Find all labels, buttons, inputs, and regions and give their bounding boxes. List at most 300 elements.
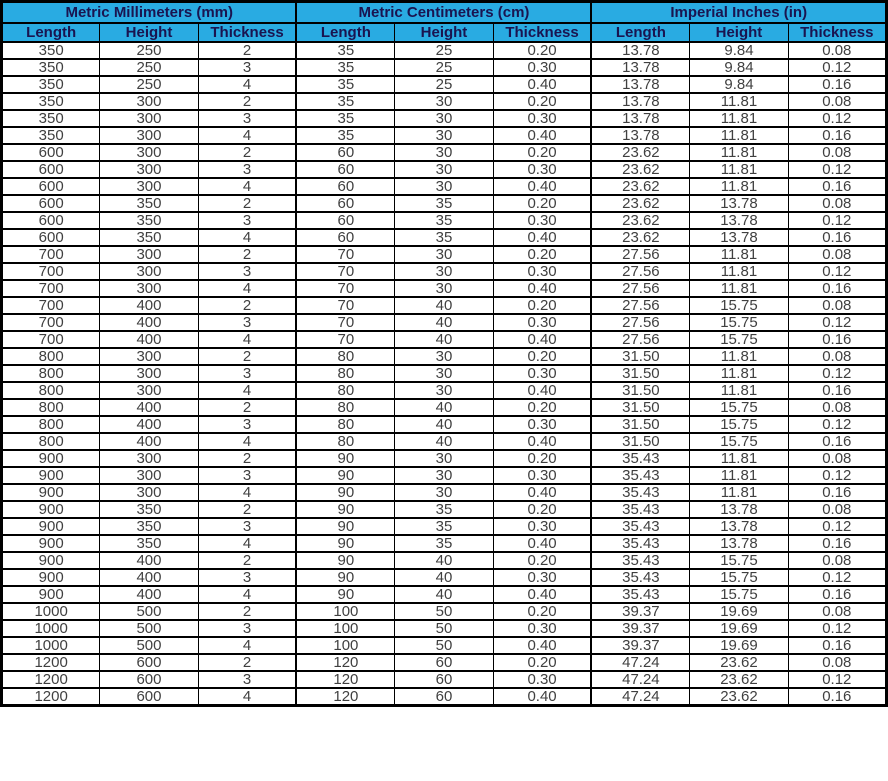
table-cell: 27.56	[591, 331, 689, 348]
table-cell: 40	[395, 416, 493, 433]
table-row	[2, 484, 887, 501]
table-cell: 0.08	[788, 603, 886, 620]
table-cell: 4	[198, 433, 296, 450]
table-cell: 90	[296, 450, 394, 467]
table-cell: 2	[198, 297, 296, 314]
table-cell: 0.12	[788, 161, 886, 178]
column-header-cm-thickness: Thickness	[493, 23, 591, 42]
table-cell: 13.78	[690, 195, 788, 212]
table-cell: 800	[2, 348, 100, 365]
table-cell: 350	[100, 229, 198, 246]
table-cell: 350	[2, 93, 100, 110]
column-header-mm-height: Height	[100, 23, 198, 42]
table-cell: 0.12	[788, 110, 886, 127]
column-header-in-thickness: Thickness	[788, 23, 886, 42]
table-cell: 0.30	[493, 161, 591, 178]
table-cell: 0.30	[493, 518, 591, 535]
table-cell: 11.81	[690, 263, 788, 280]
table-cell: 80	[296, 399, 394, 416]
table-cell: 0.12	[788, 416, 886, 433]
table-cell: 0.16	[788, 637, 886, 654]
table-cell: 0.40	[493, 178, 591, 195]
table-cell: 400	[100, 569, 198, 586]
table-cell: 300	[100, 93, 198, 110]
table-row	[2, 501, 887, 518]
table-cell: 2	[198, 501, 296, 518]
table-cell: 3	[198, 518, 296, 535]
table-cell: 0.40	[493, 76, 591, 93]
table-row	[2, 433, 887, 450]
table-row	[2, 382, 887, 399]
table-cell: 23.62	[690, 654, 788, 671]
table-cell: 9.84	[690, 59, 788, 76]
table-cell: 11.81	[690, 365, 788, 382]
table-cell: 13.78	[591, 127, 689, 144]
table-cell: 60	[395, 688, 493, 706]
table-cell: 30	[395, 246, 493, 263]
table-cell: 15.75	[690, 416, 788, 433]
table-cell: 0.08	[788, 654, 886, 671]
table-cell: 11.81	[690, 382, 788, 399]
table-cell: 4	[198, 331, 296, 348]
table-cell: 0.30	[493, 212, 591, 229]
table-cell: 300	[100, 348, 198, 365]
table-row	[2, 297, 887, 314]
table-cell: 50	[395, 637, 493, 654]
table-cell: 500	[100, 637, 198, 654]
table-cell: 23.62	[591, 161, 689, 178]
table-row	[2, 280, 887, 297]
table-cell: 0.30	[493, 263, 591, 280]
table-cell: 700	[2, 263, 100, 280]
table-cell: 4	[198, 637, 296, 654]
table-cell: 300	[100, 161, 198, 178]
table-cell: 35	[296, 42, 394, 59]
table-cell: 350	[2, 76, 100, 93]
table-cell: 400	[100, 552, 198, 569]
table-row	[2, 603, 887, 620]
table-cell: 13.78	[690, 518, 788, 535]
table-row	[2, 127, 887, 144]
group-title-row	[2, 2, 887, 24]
table-cell: 15.75	[690, 569, 788, 586]
table-cell: 4	[198, 484, 296, 501]
table-row	[2, 620, 887, 637]
table-cell: 900	[2, 484, 100, 501]
table-cell: 0.20	[493, 552, 591, 569]
table-cell: 11.81	[690, 348, 788, 365]
table-cell: 500	[100, 603, 198, 620]
table-cell: 13.78	[690, 501, 788, 518]
table-cell: 900	[2, 586, 100, 603]
table-cell: 35.43	[591, 535, 689, 552]
table-cell: 0.20	[493, 348, 591, 365]
group-title-cm: Metric Centimeters (cm)	[296, 2, 591, 24]
table-cell: 900	[2, 552, 100, 569]
table-cell: 60	[296, 229, 394, 246]
table-cell: 11.81	[690, 178, 788, 195]
table-cell: 70	[296, 314, 394, 331]
table-cell: 11.81	[690, 467, 788, 484]
table-cell: 60	[296, 195, 394, 212]
table-cell: 0.08	[788, 297, 886, 314]
table-cell: 900	[2, 535, 100, 552]
table-cell: 400	[100, 433, 198, 450]
table-cell: 300	[100, 280, 198, 297]
table-cell: 0.16	[788, 76, 886, 93]
table-cell: 19.69	[690, 620, 788, 637]
table-cell: 250	[100, 59, 198, 76]
table-cell: 90	[296, 501, 394, 518]
table-cell: 30	[395, 127, 493, 144]
table-row	[2, 688, 887, 706]
table-cell: 300	[100, 178, 198, 195]
table-row	[2, 42, 887, 59]
table-cell: 25	[395, 59, 493, 76]
table-cell: 4	[198, 688, 296, 706]
table-cell: 0.30	[493, 416, 591, 433]
table-cell: 100	[296, 603, 394, 620]
table-row	[2, 246, 887, 263]
table-row	[2, 263, 887, 280]
table-cell: 300	[100, 467, 198, 484]
table-cell: 0.20	[493, 399, 591, 416]
table-cell: 35	[395, 501, 493, 518]
table-cell: 250	[100, 76, 198, 93]
table-cell: 4	[198, 535, 296, 552]
table-cell: 30	[395, 450, 493, 467]
table-cell: 11.81	[690, 93, 788, 110]
column-header-mm-length: Length	[2, 23, 100, 42]
table-cell: 35.43	[591, 501, 689, 518]
table-cell: 27.56	[591, 263, 689, 280]
table-cell: 500	[100, 620, 198, 637]
table-cell: 1200	[2, 654, 100, 671]
table-cell: 70	[296, 331, 394, 348]
table-cell: 0.20	[493, 654, 591, 671]
table-cell: 800	[2, 382, 100, 399]
table-cell: 70	[296, 280, 394, 297]
table-cell: 600	[100, 654, 198, 671]
table-cell: 300	[100, 110, 198, 127]
table-cell: 4	[198, 229, 296, 246]
table-cell: 35.43	[591, 569, 689, 586]
table-cell: 3	[198, 161, 296, 178]
table-cell: 700	[2, 314, 100, 331]
table-cell: 39.37	[591, 603, 689, 620]
table-cell: 1200	[2, 688, 100, 706]
table-cell: 400	[100, 331, 198, 348]
table-cell: 400	[100, 297, 198, 314]
table-cell: 13.78	[690, 535, 788, 552]
table-cell: 19.69	[690, 603, 788, 620]
table-cell: 3	[198, 365, 296, 382]
table-cell: 90	[296, 535, 394, 552]
table-cell: 1200	[2, 671, 100, 688]
table-cell: 47.24	[591, 654, 689, 671]
table-cell: 35.43	[591, 586, 689, 603]
table-cell: 23.62	[690, 688, 788, 706]
table-cell: 0.30	[493, 365, 591, 382]
table-cell: 60	[296, 178, 394, 195]
table-cell: 25	[395, 76, 493, 93]
table-cell: 30	[395, 144, 493, 161]
table-row	[2, 59, 887, 76]
table-cell: 40	[395, 399, 493, 416]
table-cell: 0.16	[788, 433, 886, 450]
table-cell: 23.62	[591, 144, 689, 161]
table-row	[2, 365, 887, 382]
table-row	[2, 586, 887, 603]
table-cell: 15.75	[690, 331, 788, 348]
table-cell: 100	[296, 620, 394, 637]
table-cell: 700	[2, 297, 100, 314]
table-cell: 30	[395, 467, 493, 484]
table-cell: 70	[296, 246, 394, 263]
table-cell: 900	[2, 467, 100, 484]
table-cell: 0.12	[788, 671, 886, 688]
column-header-in-height: Height	[690, 23, 788, 42]
table-cell: 15.75	[690, 433, 788, 450]
table-cell: 600	[100, 671, 198, 688]
table-cell: 30	[395, 161, 493, 178]
table-cell: 9.84	[690, 42, 788, 59]
table-cell: 0.20	[493, 93, 591, 110]
table-cell: 70	[296, 263, 394, 280]
table-cell: 3	[198, 416, 296, 433]
table-cell: 0.16	[788, 178, 886, 195]
table-cell: 2	[198, 144, 296, 161]
table-cell: 23.62	[591, 212, 689, 229]
table-cell: 120	[296, 671, 394, 688]
table-cell: 0.20	[493, 501, 591, 518]
table-row	[2, 569, 887, 586]
table-cell: 0.16	[788, 586, 886, 603]
table-row	[2, 518, 887, 535]
table-cell: 350	[100, 195, 198, 212]
table-cell: 0.12	[788, 314, 886, 331]
table-cell: 35.43	[591, 552, 689, 569]
table-cell: 80	[296, 433, 394, 450]
table-cell: 0.16	[788, 280, 886, 297]
table-cell: 1000	[2, 603, 100, 620]
table-cell: 4	[198, 382, 296, 399]
table-cell: 0.40	[493, 280, 591, 297]
table-cell: 27.56	[591, 314, 689, 331]
column-header-in-length: Length	[591, 23, 689, 42]
table-row	[2, 212, 887, 229]
table-cell: 0.40	[493, 331, 591, 348]
table-cell: 0.16	[788, 484, 886, 501]
table-cell: 39.37	[591, 637, 689, 654]
table-cell: 19.69	[690, 637, 788, 654]
table-cell: 31.50	[591, 365, 689, 382]
table-row	[2, 467, 887, 484]
table-cell: 50	[395, 620, 493, 637]
table-cell: 15.75	[690, 552, 788, 569]
table-row	[2, 654, 887, 671]
table-cell: 0.16	[788, 382, 886, 399]
table-row	[2, 671, 887, 688]
table-cell: 0.08	[788, 144, 886, 161]
table-cell: 15.75	[690, 314, 788, 331]
column-header-cm-length: Length	[296, 23, 394, 42]
table-cell: 11.81	[690, 484, 788, 501]
table-cell: 300	[100, 382, 198, 399]
table-cell: 3	[198, 59, 296, 76]
table-cell: 30	[395, 93, 493, 110]
table-cell: 0.12	[788, 365, 886, 382]
table-cell: 2	[198, 93, 296, 110]
table-cell: 0.12	[788, 518, 886, 535]
table-row	[2, 348, 887, 365]
table-cell: 2	[198, 246, 296, 263]
table-cell: 0.40	[493, 382, 591, 399]
table-cell: 35	[296, 76, 394, 93]
table-cell: 700	[2, 331, 100, 348]
table-cell: 0.08	[788, 195, 886, 212]
table-cell: 30	[395, 280, 493, 297]
table-cell: 13.78	[591, 76, 689, 93]
table-cell: 3	[198, 263, 296, 280]
table-cell: 90	[296, 467, 394, 484]
table-cell: 300	[100, 450, 198, 467]
table-cell: 700	[2, 246, 100, 263]
table-cell: 23.62	[591, 229, 689, 246]
table-cell: 15.75	[690, 586, 788, 603]
table-cell: 0.30	[493, 620, 591, 637]
table-cell: 0.30	[493, 314, 591, 331]
table-cell: 40	[395, 586, 493, 603]
column-header-row	[2, 23, 887, 42]
table-cell: 300	[100, 246, 198, 263]
table-cell: 27.56	[591, 297, 689, 314]
table-cell: 0.40	[493, 535, 591, 552]
table-cell: 40	[395, 433, 493, 450]
table-cell: 60	[296, 144, 394, 161]
table-cell: 2	[198, 552, 296, 569]
table-cell: 0.40	[493, 229, 591, 246]
table-row	[2, 93, 887, 110]
table-cell: 11.81	[690, 161, 788, 178]
table-cell: 35.43	[591, 450, 689, 467]
table-cell: 35	[296, 93, 394, 110]
table-cell: 0.16	[788, 688, 886, 706]
table-cell: 31.50	[591, 399, 689, 416]
table-cell: 400	[100, 399, 198, 416]
table-cell: 0.12	[788, 620, 886, 637]
table-cell: 11.81	[690, 127, 788, 144]
table-cell: 3	[198, 212, 296, 229]
table-row	[2, 110, 887, 127]
table-cell: 350	[100, 212, 198, 229]
table-cell: 50	[395, 603, 493, 620]
table-cell: 0.20	[493, 450, 591, 467]
table-cell: 600	[2, 161, 100, 178]
table-cell: 35.43	[591, 484, 689, 501]
table-cell: 3	[198, 314, 296, 331]
table-cell: 0.20	[493, 603, 591, 620]
table-cell: 13.78	[591, 42, 689, 59]
table-cell: 0.08	[788, 42, 886, 59]
table-cell: 300	[100, 127, 198, 144]
table-header	[2, 2, 887, 43]
table-cell: 0.40	[493, 688, 591, 706]
table-cell: 13.78	[591, 59, 689, 76]
table-cell: 4	[198, 76, 296, 93]
table-cell: 60	[296, 212, 394, 229]
table-cell: 13.78	[690, 229, 788, 246]
table-cell: 400	[100, 314, 198, 331]
table-cell: 2	[198, 399, 296, 416]
table-row	[2, 331, 887, 348]
table-cell: 0.30	[493, 59, 591, 76]
table-cell: 40	[395, 569, 493, 586]
table-cell: 35	[296, 110, 394, 127]
table-cell: 0.08	[788, 552, 886, 569]
table-cell: 35	[296, 59, 394, 76]
table-cell: 47.24	[591, 671, 689, 688]
table-row	[2, 637, 887, 654]
table-cell: 400	[100, 416, 198, 433]
table-cell: 0.12	[788, 212, 886, 229]
column-header-cm-height: Height	[395, 23, 493, 42]
table-cell: 0.30	[493, 671, 591, 688]
table-cell: 90	[296, 518, 394, 535]
table-cell: 60	[296, 161, 394, 178]
table-cell: 0.40	[493, 433, 591, 450]
table-cell: 3	[198, 569, 296, 586]
table-cell: 120	[296, 688, 394, 706]
table-cell: 0.40	[493, 586, 591, 603]
table-cell: 900	[2, 501, 100, 518]
table-cell: 40	[395, 297, 493, 314]
table-cell: 900	[2, 518, 100, 535]
table-cell: 80	[296, 348, 394, 365]
table-cell: 9.84	[690, 76, 788, 93]
table-cell: 250	[100, 42, 198, 59]
table-cell: 90	[296, 569, 394, 586]
group-title-in: Imperial Inches (in)	[591, 2, 886, 24]
table-cell: 4	[198, 586, 296, 603]
table-cell: 2	[198, 348, 296, 365]
table-row	[2, 161, 887, 178]
table-cell: 3	[198, 620, 296, 637]
table-cell: 3	[198, 671, 296, 688]
table-cell: 0.20	[493, 144, 591, 161]
table-cell: 900	[2, 569, 100, 586]
table-cell: 80	[296, 416, 394, 433]
table-cell: 400	[100, 586, 198, 603]
table-cell: 30	[395, 178, 493, 195]
table-cell: 13.78	[591, 110, 689, 127]
table-row	[2, 314, 887, 331]
table-cell: 350	[2, 127, 100, 144]
table-cell: 700	[2, 280, 100, 297]
table-cell: 35	[395, 518, 493, 535]
table-cell: 0.16	[788, 229, 886, 246]
table-cell: 40	[395, 552, 493, 569]
table-cell: 35	[395, 212, 493, 229]
table-cell: 4	[198, 127, 296, 144]
table-cell: 0.30	[493, 110, 591, 127]
table-cell: 0.16	[788, 331, 886, 348]
table-cell: 0.20	[493, 246, 591, 263]
table-cell: 30	[395, 263, 493, 280]
table-cell: 23.62	[591, 195, 689, 212]
table-cell: 2	[198, 195, 296, 212]
table-cell: 35	[395, 195, 493, 212]
